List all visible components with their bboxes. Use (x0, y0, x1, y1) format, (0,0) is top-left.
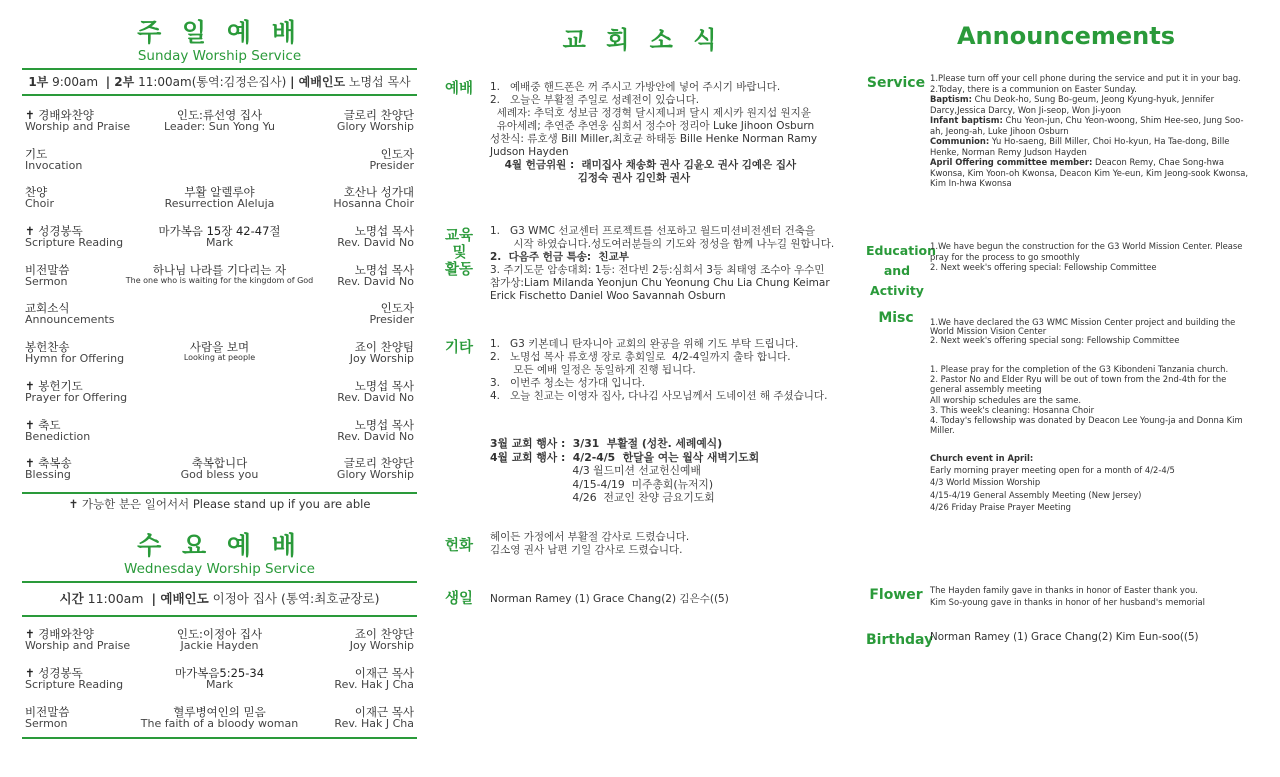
wednesday-order-list (22, 628, 417, 745)
birthday-label: Birthday (866, 632, 934, 648)
person-en: Rev. David No (337, 236, 414, 250)
order-row (22, 341, 417, 380)
person-en: Rev. Hak J Cha (334, 677, 414, 691)
detail-ko: 마가복음 15장 42-47절 (158, 224, 281, 239)
detail-en: Looking at people (183, 353, 256, 363)
order-item-detail (122, 186, 317, 210)
order-row (22, 225, 417, 264)
order-item-en: Prayer for Offering (25, 390, 128, 404)
order-item-person (337, 457, 414, 481)
service-1-label: 1부 (28, 75, 49, 89)
person-en: Rev. David No (337, 429, 414, 443)
text-line: 2. Pastor No and Elder Ryu will be out of town from the 2nd-4th for the general assembly meeting (930, 374, 1229, 395)
person-ko: 죠이 찬양단 (354, 626, 414, 641)
sunday-title-en: Sunday Worship Service (137, 48, 302, 64)
detail-en: Leader: Sun Yong Yu (163, 120, 275, 133)
order-item-detail (122, 225, 317, 249)
text-line: 2.Today, there is a communion on Easter Sunday. (930, 83, 1137, 94)
person-en: Rev. David No (337, 390, 414, 404)
sunday-title-ko: 주 일 예 배 (137, 18, 302, 47)
text-line: 4/3 월드미션 선교헌신예배 (490, 464, 701, 478)
wednesday-info-line: 시간 11:00am | 예배인도 이정아 집사 (통역:최호균장로) (59, 590, 380, 606)
order-item-ko: ✝ 축도 (25, 417, 61, 432)
flower-text (930, 584, 1256, 608)
news-misc-label: 기타 (445, 340, 474, 356)
service-text: 1.Please turn off your cell phone during the service and put it in your bag. 2.Today, there is a communion on Easter Sunday. Baptism: Chu Deok-ho, Sung Bo-geum, Jeong Kyung-hyuk, Jennifer Darcy,Jessica Darcy, Won Ji-seop, Won Ji-yoon Infant baptism: Chu Yeon-jun, Chu Yeon-woong, Shim Hee-seo, Jung Soo-ah, Jeong-ah, Luke Jihoon Osburn Communion: Yu Ho-saeng, Bill Miller, Choi Ho-kyun, Ha Tae-dong, Bille Henke, Norman Remy Judson Hayden April Offering committee member: Deacon Remy, Chae Song-hwa Kwonsa, Kim Yoon-oh Kwonsa, Deacon Kim Ye-eun, Kim Jeong-sook Kwonsa, Kim In-hwa Kwonsa (930, 73, 1256, 189)
text-line: 4/26 전교인 찬양 금요기도회 (490, 491, 715, 505)
person-en: Joy Worship (349, 352, 414, 366)
text-line: 2. Next week's offering special song: Fellowship Committee (930, 335, 1180, 345)
order-item-person (334, 667, 414, 691)
order-item-person (337, 109, 414, 133)
education-text (930, 241, 1256, 273)
detail-en: Resurrection Aleluja (164, 197, 275, 211)
order-row (22, 628, 417, 667)
text-line: 1.We have begun the construction for the G3 World Mission Center. Please pray for the process to go smoothly (930, 241, 1246, 262)
order-item-en: Worship and Praise (25, 638, 131, 652)
order-item-person (369, 302, 414, 326)
text-line: 4/3 World Mission Worship (930, 477, 1041, 488)
order-item-ko: 찬양 (25, 185, 48, 200)
news-birthday-label: 생일 (445, 591, 474, 607)
person-ko: 노명섭 목사 (354, 378, 414, 393)
detail-en: Mark (205, 677, 234, 691)
person-en: Glory Worship (336, 468, 414, 482)
news-events-text (490, 437, 840, 505)
order-item-name (25, 148, 82, 172)
person-ko: 인도자 (380, 146, 414, 161)
order-item-name (25, 302, 114, 326)
detail-ko: 혈루병여인의 믿음 (173, 704, 266, 719)
order-item-ko: ✝ 성경봉독 (25, 665, 83, 680)
person-en: Rev. David No (337, 274, 414, 288)
text-line: 4/15-4/19 General Assembly Meeting (New Jersey) (930, 489, 1142, 500)
order-item-ko: 교회소식 (25, 301, 70, 316)
person-ko: 노명섭 목사 (354, 417, 414, 432)
text-line: 김소영 권사 남편 기일 감사로 드렸습니다. (490, 544, 683, 556)
text-line: 성찬식: 류호생 Bill Miller,최호균 하태동 Bille Henke Norman Ramy Judson Hayden (490, 133, 821, 158)
order-item-en: Benediction (25, 429, 91, 443)
order-item-person (337, 380, 414, 404)
text-line: 4. 오늘 친교는 이영자 집사, 다나김 사모님께서 도네이션 해 주셨습니다. (490, 390, 828, 402)
text-line: Early morning prayer meeting open for a month of 4/2-4/5 (930, 465, 1175, 476)
announcements-title: Announcements (956, 22, 1176, 50)
order-item-ko: ✝ 경배와찬양 (25, 626, 94, 641)
detail-en: Jackie Hayden (180, 638, 259, 652)
misc-label: Misc (878, 310, 914, 326)
person-ko: 이재근 목사 (354, 665, 414, 680)
order-item-name (25, 667, 123, 691)
text-line: 1.Please turn off your cell phone during the service and put it in your bag. (930, 73, 1241, 83)
misc-text-a (930, 318, 1256, 345)
person-ko: 노명섭 목사 (354, 262, 414, 277)
birthday-text: Norman Ramey (1) Grace Chang(2) Kim Eun-soo((5) (930, 631, 1199, 643)
person-ko: 글로리 찬양단 (343, 456, 414, 471)
text-line: 4/15-4/19 미주총회(뉴저지) (490, 477, 714, 491)
order-item-detail (122, 628, 317, 652)
detail-ko: 부활 알렐루야 (184, 185, 255, 200)
text-line: 2. 오늘은 부활절 주일로 성례전이 있습니다. (490, 94, 700, 106)
detail-en: God bless you (180, 468, 259, 482)
news-flower-text (490, 531, 840, 557)
text-line: 3월 교회 행사 : 3/31 부활절 (성찬. 세례예식) (490, 437, 723, 450)
order-item-person (333, 186, 414, 210)
person-ko: 죠이 찬양팀 (354, 340, 414, 355)
order-item-ko: 봉헌찬송 (25, 340, 70, 355)
order-item-person (350, 628, 414, 652)
text-line: All worship schedules are the same. (930, 394, 1082, 405)
order-row (22, 186, 417, 225)
service-label: Service (866, 75, 926, 91)
leader-label: | 예배인도 (290, 75, 346, 89)
news-edu-label: 교육 및 활동 (445, 228, 474, 278)
text-line: 유아세례; 추연준 추연웅 심희서 정수아 정리아 Luke Jihoon Osburn (490, 120, 815, 132)
detail-en: Mark (205, 236, 234, 250)
news-birthday-text: Norman Ramey (1) Grace Chang(2) 김은수((5) (490, 593, 729, 605)
detail-ko: 하나님 나라를 기다리는 자 (152, 262, 287, 277)
order-item-name (25, 186, 54, 210)
text-line: 3. 이번주 청소는 성가대 입니다. (490, 377, 646, 389)
order-item-detail (122, 667, 317, 691)
sunday-info-line (22, 70, 417, 94)
order-item-en: Choir (25, 197, 54, 211)
person-en: Presider (369, 158, 414, 172)
order-item-person (337, 225, 414, 249)
order-item-en: Sermon (25, 716, 68, 730)
text-line: 4월 교회 행사 : 4/2-4/5 한달을 여는 월삭 새벽기도회 (490, 450, 760, 464)
church-news-column (445, 0, 840, 777)
order-row (22, 109, 417, 148)
order-item-en: Sermon (25, 274, 68, 288)
text-line: 세례자: 추덕호 성보금 정경혁 달시제니퍼 달시 제시카 원지섭 원지윤 (490, 107, 811, 119)
person-en: Hosanna Choir (333, 197, 414, 211)
order-item-name (25, 380, 127, 404)
text-line: The Hayden family gave in thanks in honor of Easter thank you. (930, 585, 1198, 595)
person-en: Glory Worship (336, 120, 414, 133)
standup-note: ✝ 가능한 분은 일어서서 Please stand up if you are able (68, 496, 371, 511)
order-item-ko: 비전말씀 (25, 262, 70, 277)
news-edu-text (490, 225, 840, 303)
leader-name: 노명섭 목사 (348, 75, 411, 89)
text-line: 2. 다음주 헌금 특송: 친교부 (490, 251, 629, 263)
events-text (930, 452, 1256, 513)
order-item-detail (122, 109, 317, 133)
order-item-name (25, 225, 123, 249)
service-2-label: | 2부 (105, 75, 135, 89)
news-worship-label: 예배 (445, 81, 474, 97)
person-ko: 인도자 (380, 301, 414, 316)
worship-order-column (22, 0, 417, 739)
order-item-name (25, 341, 124, 365)
person-ko: 호산나 성가대 (343, 185, 414, 200)
person-en: Presider (369, 313, 414, 327)
order-item-en: Blessing (25, 468, 71, 482)
wednesday-title-en: Wednesday Worship Service (124, 560, 315, 577)
service-1-time: 9:00am (52, 75, 99, 89)
misc-text-b (930, 364, 1256, 435)
detail-ko: 인도:류선영 집사 (176, 108, 263, 122)
order-item-person (337, 264, 414, 288)
text-line: 모든 예배 일정은 동일하게 진행 됩니다. (490, 364, 696, 376)
order-item-en: Announcements (25, 313, 115, 327)
order-item-en: Invocation (25, 158, 83, 172)
order-item-ko: ✝ 성경봉독 (25, 224, 83, 239)
text-line: 1. 예배중 핸드폰은 꺼 주시고 가방안에 넣어 주시기 바랍니다. (490, 81, 781, 93)
order-item-detail (122, 264, 317, 286)
text-line: 3. 주기도문 암송대회: 1등: 전다빈 2등:심희서 3등 최태영 조수아 우수민 (490, 264, 825, 276)
order-item-name (25, 109, 130, 133)
order-row (22, 667, 417, 706)
order-item-detail (122, 457, 317, 481)
service-2-time: 11:00am(통역:김정은집사) (138, 75, 287, 89)
wednesday-title-ko: 수 요 예 배 (137, 530, 302, 560)
announcements-column (866, 0, 1266, 777)
order-item-ko: ✝ 경배와찬양 (25, 108, 94, 122)
text-line: 4. Today's fellowship was donated by Deacon Lee Young-ja and Donna Kim Miller. (930, 415, 1246, 436)
order-item-en: Hymn for Offering (25, 352, 125, 366)
detail-en: The one who is waiting for the kingdom of God (125, 275, 314, 285)
text-line: 2. Next week's offering special: Fellowship Committee (930, 262, 1157, 272)
order-item-person (337, 419, 414, 443)
text-line: 김정숙 권사 김인화 권사 (490, 172, 691, 184)
sunday-order-list (22, 109, 417, 496)
order-item-ko: ✝ 봉헌기도 (25, 378, 83, 393)
news-misc-text (490, 338, 840, 403)
order-row (22, 706, 417, 745)
order-item-name (25, 457, 72, 481)
text-line: 1. G3 키본데니 탄자니아 교회의 완공을 위해 기도 부탁 드립니다. (490, 338, 799, 350)
order-row (22, 148, 417, 187)
order-item-ko: 기도 (25, 146, 48, 161)
news-worship-text (490, 81, 840, 185)
text-line: 2. 노명섭 목사 류호생 장로 총회일로 4/2-4일까지 출타 합니다. (490, 351, 791, 363)
order-item-person (350, 341, 414, 365)
detail-ko: 사람을 보며 (189, 340, 250, 355)
order-item-name (25, 706, 69, 730)
order-item-en: Scripture Reading (25, 677, 124, 691)
text-line: 3. This week's cleaning: Hosanna Choir (930, 404, 1095, 415)
person-ko: 이재근 목사 (354, 704, 414, 719)
order-item-ko: ✝ 축복송 (25, 456, 72, 471)
text-line: 시작 하였습니다.성도여러분들의 기도와 정성을 함께 나누길 원합니다. (490, 238, 835, 250)
text-line: Church event in April: (930, 453, 1034, 463)
text-line: 4월 헌금위원 : 래미집사 채송화 권사 김윤오 권사 김예은 집사 (490, 159, 797, 171)
order-item-name (25, 628, 130, 652)
text-line: 1. G3 WMC 선교센터 프로젝트를 선포하고 월드미션비전센터 건축을 (490, 225, 816, 237)
order-item-en: Worship and Praise (25, 120, 131, 133)
text-line: 1.We have declared the G3 WMC Mission Center project and building the World Mission Vision Center (930, 317, 1238, 336)
person-ko: 글로리 찬양단 (343, 108, 414, 122)
order-item-name (25, 264, 69, 288)
order-row (22, 380, 417, 419)
text-line: 4/26 Friday Praise Prayer Meeting (930, 501, 1071, 512)
order-item-person (334, 706, 414, 730)
order-row (22, 419, 417, 458)
news-title: 교 회 소 식 (562, 26, 723, 54)
order-item-person (369, 148, 414, 172)
person-ko: 노명섭 목사 (354, 224, 414, 239)
news-flower-label: 헌화 (445, 538, 474, 554)
order-row (22, 457, 417, 496)
flower-label: Flower (869, 587, 923, 603)
education-label: Education and Activity (866, 243, 936, 298)
order-item-name (25, 419, 90, 443)
detail-en: The faith of a bloody woman (140, 716, 299, 730)
order-row (22, 264, 417, 303)
detail-ko: 축복합니다 (191, 456, 248, 471)
text-line: 참가상:Liam Milanda Yeonjun Chu Yeonung Chu Lia Chung Keimar Erick Fischetto Daniel Woo Savannah Osburn (490, 277, 834, 302)
text-line: 헤이든 가정에서 부활절 감사로 드렸습니다. (490, 531, 690, 543)
order-row (22, 302, 417, 341)
order-item-detail (122, 706, 317, 730)
person-en: Rev. Hak J Cha (334, 716, 414, 730)
order-item-detail (122, 341, 317, 363)
order-item-en: Scripture Reading (25, 236, 124, 250)
detail-ko: 마가복음5:25-34 (174, 665, 265, 680)
text-line: Kim So-young gave in thanks in honor of her husband's memorial (930, 597, 1205, 607)
order-item-ko: 비전말씀 (25, 704, 70, 719)
detail-ko: 인도:이정아 집사 (176, 626, 263, 641)
person-en: Joy Worship (349, 638, 414, 652)
text-line: 1. Please pray for the completion of the G3 Kibondeni Tanzania church. (930, 364, 1229, 374)
